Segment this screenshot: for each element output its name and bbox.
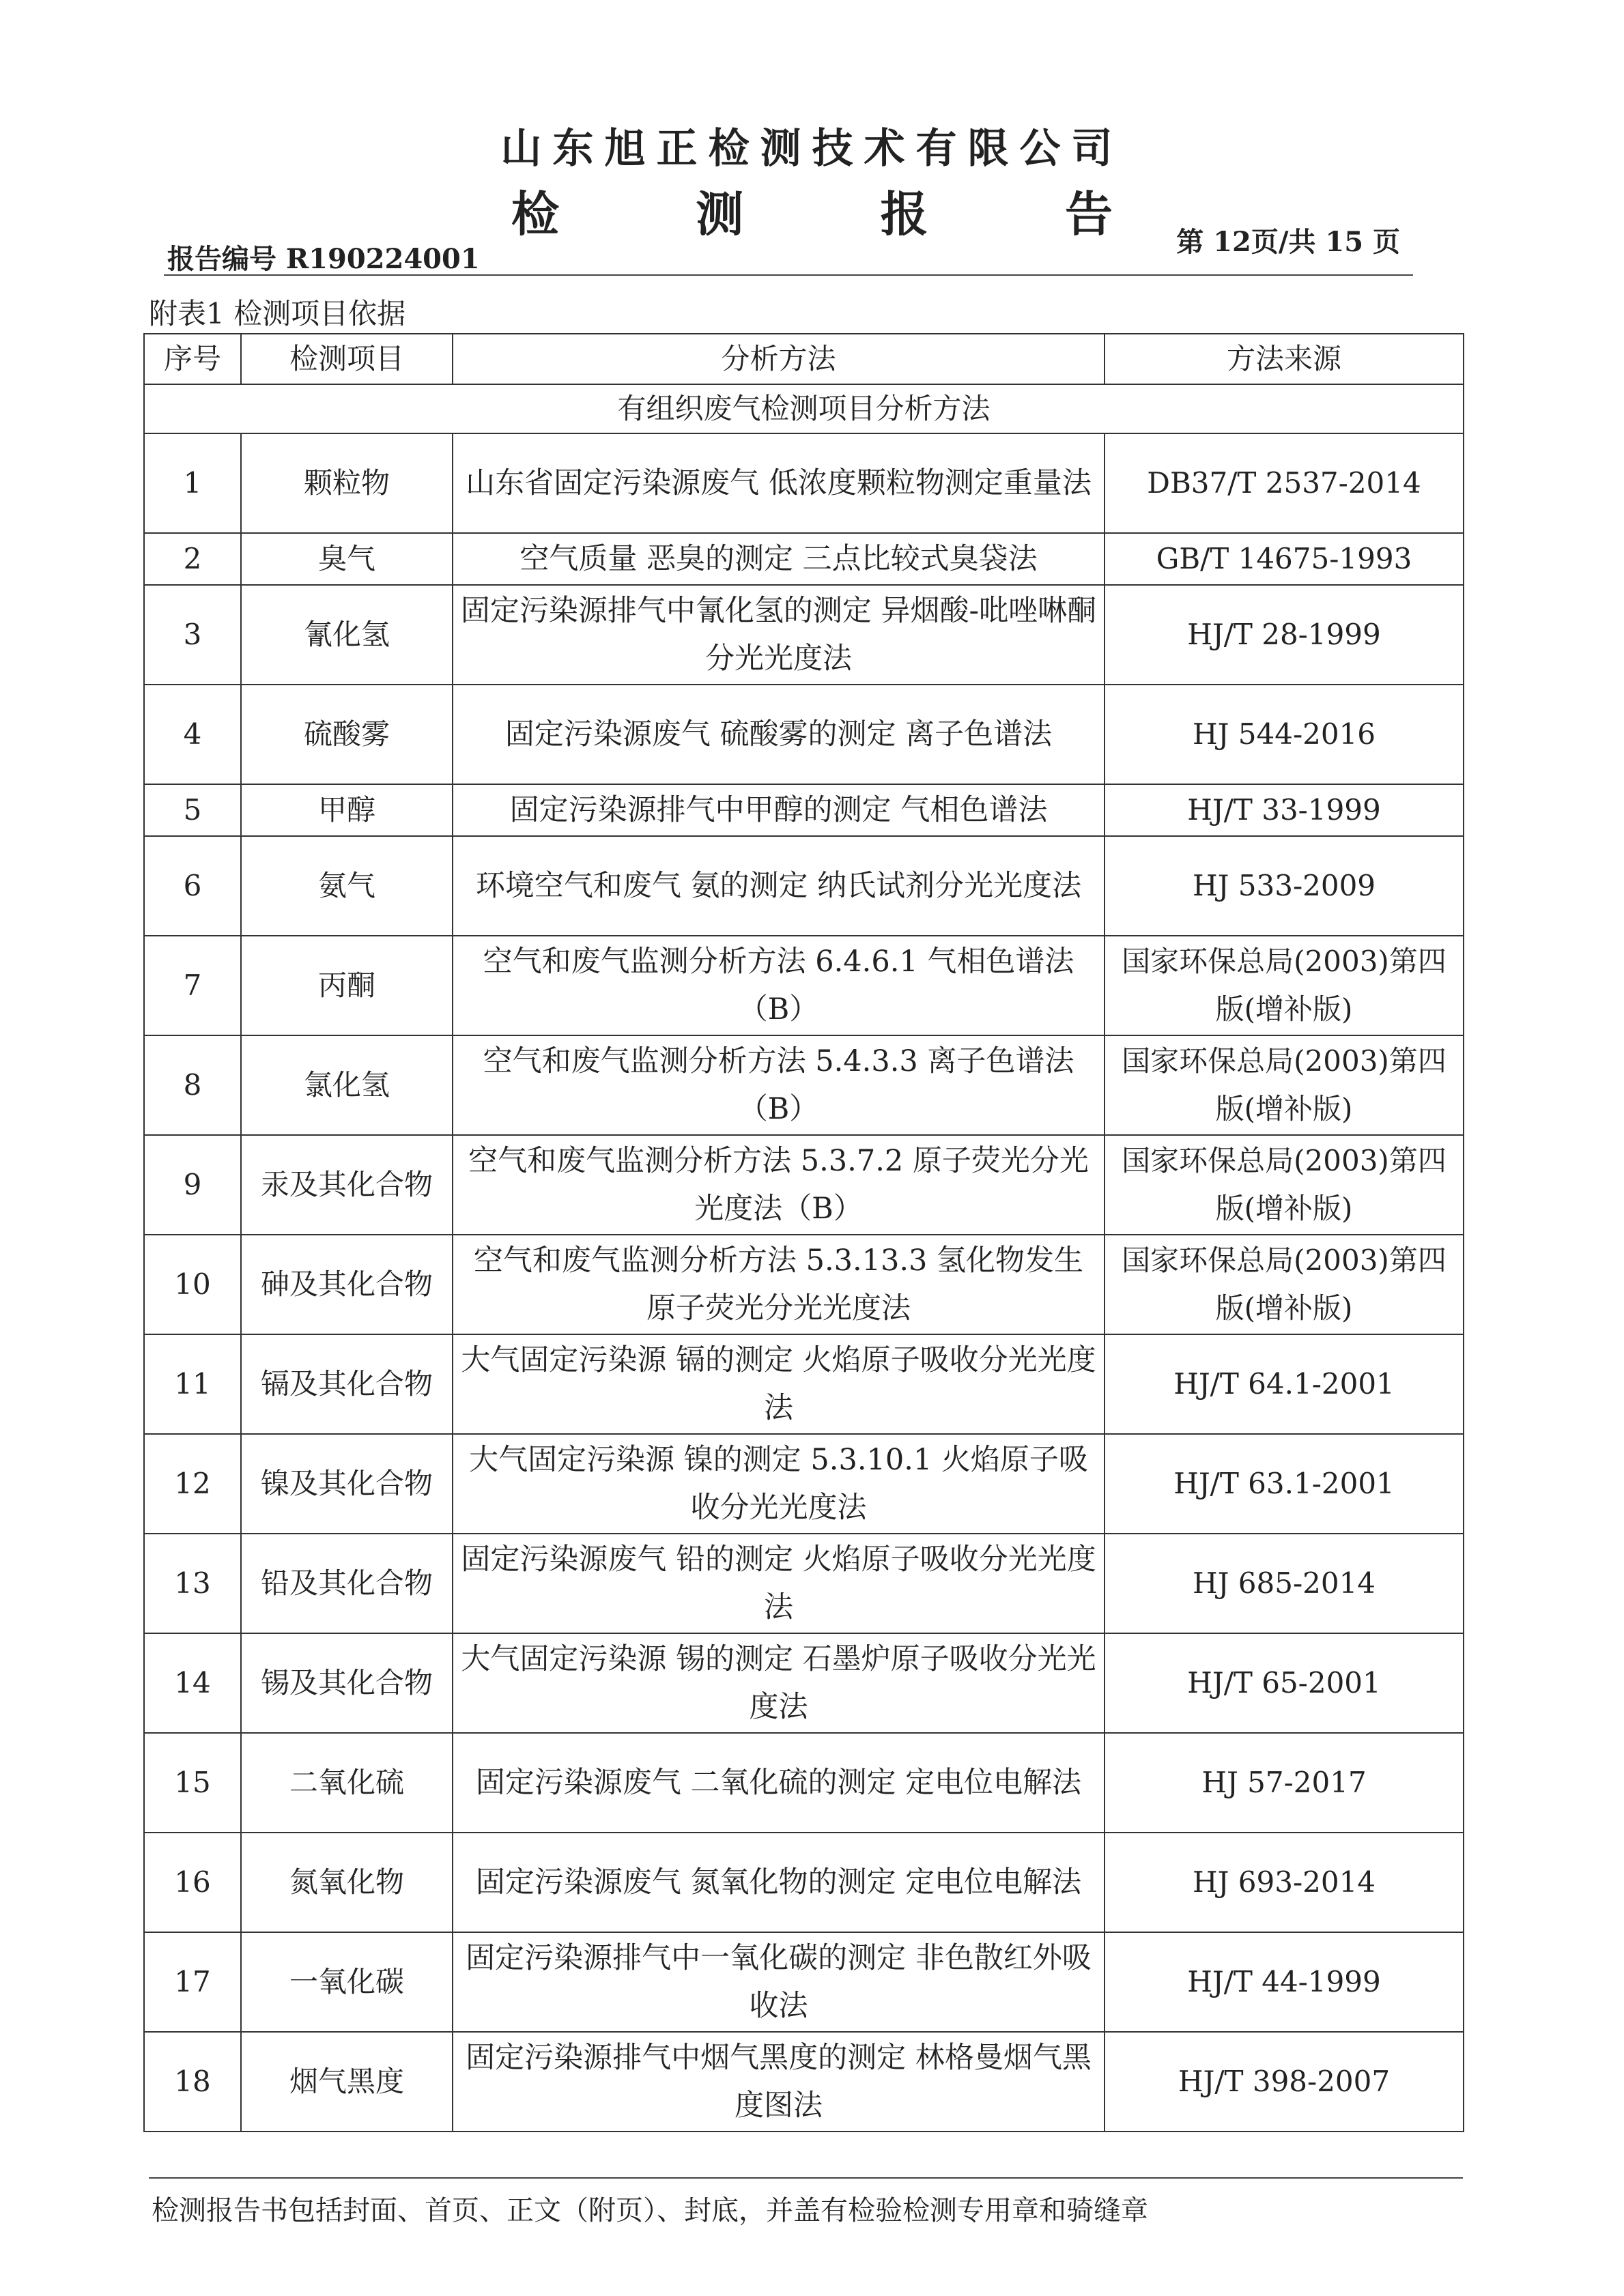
row-number: 11 <box>144 1334 241 1434</box>
row-source: 国家环保总局(2003)第四版(增补版) <box>1105 1235 1464 1334</box>
row-item: 二氧化硫 <box>241 1733 453 1833</box>
row-source: HJ/T 65-2001 <box>1105 1633 1464 1733</box>
column-header-no: 序号 <box>144 334 241 384</box>
table-row <box>144 2032 1464 2132</box>
row-method: 空气质量 恶臭的测定 三点比较式臭袋法 <box>453 533 1105 585</box>
table-row <box>144 1235 1464 1334</box>
row-method: 大气固定污染源 镍的测定 5.3.10.1 火焰原子吸收分光光度法 <box>453 1434 1105 1534</box>
table-row <box>144 1334 1464 1434</box>
row-method: 空气和废气监测分析方法 5.3.7.2 原子荧光分光光度法（B） <box>453 1135 1105 1235</box>
report-title: 检 测 报 告 <box>511 186 1173 242</box>
table-row <box>144 1035 1464 1135</box>
row-number: 9 <box>144 1135 241 1235</box>
row-item: 丙酮 <box>241 936 453 1035</box>
row-method: 山东省固定污染源废气 低浓度颗粒物测定重量法 <box>453 433 1105 533</box>
footer-divider <box>149 2177 1463 2179</box>
row-method: 固定污染源排气中烟气黑度的测定 林格曼烟气黑度图法 <box>453 2032 1105 2132</box>
header-divider <box>164 274 1413 276</box>
row-number: 12 <box>144 1434 241 1534</box>
row-source: HJ/T 44-1999 <box>1105 1932 1464 2032</box>
table-row <box>144 585 1464 685</box>
row-item: 铅及其化合物 <box>241 1534 453 1633</box>
table-row <box>144 1135 1464 1235</box>
company-name: 山东旭正检测技术有限公司 <box>500 125 1124 173</box>
column-header-item: 检测项目 <box>241 334 453 384</box>
row-source: HJ/T 28-1999 <box>1105 585 1464 685</box>
row-number: 10 <box>144 1235 241 1334</box>
row-method: 大气固定污染源 锡的测定 石墨炉原子吸收分光光度法 <box>453 1633 1105 1733</box>
row-source: DB37/T 2537-2014 <box>1105 433 1464 533</box>
row-number: 5 <box>144 784 241 836</box>
row-method: 空气和废气监测分析方法 5.4.3.3 离子色谱法（B） <box>453 1035 1105 1135</box>
table-row <box>144 1633 1464 1733</box>
row-source: HJ 533-2009 <box>1105 836 1464 936</box>
row-number: 2 <box>144 533 241 585</box>
report-number: 报告编号 R190224001 <box>167 243 480 275</box>
row-item: 氰化氢 <box>241 585 453 685</box>
row-number: 7 <box>144 936 241 1035</box>
row-number: 15 <box>144 1733 241 1833</box>
table-row <box>144 533 1464 585</box>
row-method: 固定污染源排气中甲醇的测定 气相色谱法 <box>453 784 1105 836</box>
row-method: 大气固定污染源 镉的测定 火焰原子吸收分光光度法 <box>453 1334 1105 1434</box>
row-item: 烟气黑度 <box>241 2032 453 2132</box>
row-item: 镉及其化合物 <box>241 1334 453 1434</box>
row-method: 固定污染源废气 二氧化硫的测定 定电位电解法 <box>453 1733 1105 1833</box>
row-item: 臭气 <box>241 533 453 585</box>
row-source: HJ 57-2017 <box>1105 1733 1464 1833</box>
row-method: 固定污染源废气 硫酸雾的测定 离子色谱法 <box>453 685 1105 784</box>
table-row <box>144 784 1464 836</box>
column-header-source: 方法来源 <box>1105 334 1464 384</box>
row-method: 固定污染源排气中一氧化碳的测定 非色散红外吸收法 <box>453 1932 1105 2032</box>
row-item: 氯化氢 <box>241 1035 453 1135</box>
row-source: GB/T 14675-1993 <box>1105 533 1464 585</box>
row-source: 国家环保总局(2003)第四版(增补版) <box>1105 936 1464 1035</box>
row-number: 8 <box>144 1035 241 1135</box>
table-row <box>144 1534 1464 1633</box>
row-number: 18 <box>144 2032 241 2132</box>
row-number: 4 <box>144 685 241 784</box>
table-row <box>144 1733 1464 1833</box>
table-row <box>144 1932 1464 2032</box>
row-source: HJ 685-2014 <box>1105 1534 1464 1633</box>
row-source: HJ 693-2014 <box>1105 1833 1464 1932</box>
row-method: 环境空气和废气 氨的测定 纳氏试剂分光光度法 <box>453 836 1105 936</box>
table-row <box>144 1833 1464 1932</box>
row-source: HJ 544-2016 <box>1105 685 1464 784</box>
table-row <box>144 433 1464 533</box>
row-source: HJ/T 64.1-2001 <box>1105 1334 1464 1434</box>
section-title: 有组织废气检测项目分析方法 <box>144 384 1464 433</box>
row-number: 6 <box>144 836 241 936</box>
row-number: 16 <box>144 1833 241 1932</box>
row-method: 固定污染源废气 氮氧化物的测定 定电位电解法 <box>453 1833 1105 1932</box>
row-number: 14 <box>144 1633 241 1733</box>
row-source: 国家环保总局(2003)第四版(增补版) <box>1105 1035 1464 1135</box>
row-item: 硫酸雾 <box>241 685 453 784</box>
row-method: 固定污染源废气 铅的测定 火焰原子吸收分光光度法 <box>453 1534 1105 1633</box>
row-source: HJ/T 398-2007 <box>1105 2032 1464 2132</box>
row-item: 镍及其化合物 <box>241 1434 453 1534</box>
table-row <box>144 836 1464 936</box>
table-caption: 附表1 检测项目依据 <box>149 297 406 330</box>
row-number: 3 <box>144 585 241 685</box>
row-method: 固定污染源排气中氰化氢的测定 异烟酸-吡唑啉酮分光光度法 <box>453 585 1105 685</box>
row-method: 空气和废气监测分析方法 6.4.6.1 气相色谱法（B） <box>453 936 1105 1035</box>
row-item: 甲醇 <box>241 784 453 836</box>
row-method: 空气和废气监测分析方法 5.3.13.3 氢化物发生 原子荧光分光光度法 <box>453 1235 1105 1334</box>
method-basis-table <box>143 333 1464 2132</box>
column-header-method: 分析方法 <box>453 334 1105 384</box>
row-item: 颗粒物 <box>241 433 453 533</box>
section-row <box>144 384 1464 433</box>
row-source: 国家环保总局(2003)第四版(增补版) <box>1105 1135 1464 1235</box>
row-item: 氨气 <box>241 836 453 936</box>
row-source: HJ/T 33-1999 <box>1105 784 1464 836</box>
row-number: 17 <box>144 1932 241 2032</box>
row-number: 1 <box>144 433 241 533</box>
row-source: HJ/T 63.1-2001 <box>1105 1434 1464 1534</box>
row-item: 锡及其化合物 <box>241 1633 453 1733</box>
row-item: 汞及其化合物 <box>241 1135 453 1235</box>
table-header-row <box>144 334 1464 384</box>
row-number: 13 <box>144 1534 241 1633</box>
table-row <box>144 1434 1464 1534</box>
row-item: 氮氧化物 <box>241 1833 453 1932</box>
row-item: 一氧化碳 <box>241 1932 453 2032</box>
table-row <box>144 936 1464 1035</box>
page-indicator: 第 12页/共 15 页 <box>1176 226 1400 258</box>
row-item: 砷及其化合物 <box>241 1235 453 1334</box>
table-row <box>144 685 1464 784</box>
footer-note: 检测报告书包括封面、首页、正文（附页）、封底，并盖有检验检测专用章和骑缝章 <box>152 2195 1148 2226</box>
